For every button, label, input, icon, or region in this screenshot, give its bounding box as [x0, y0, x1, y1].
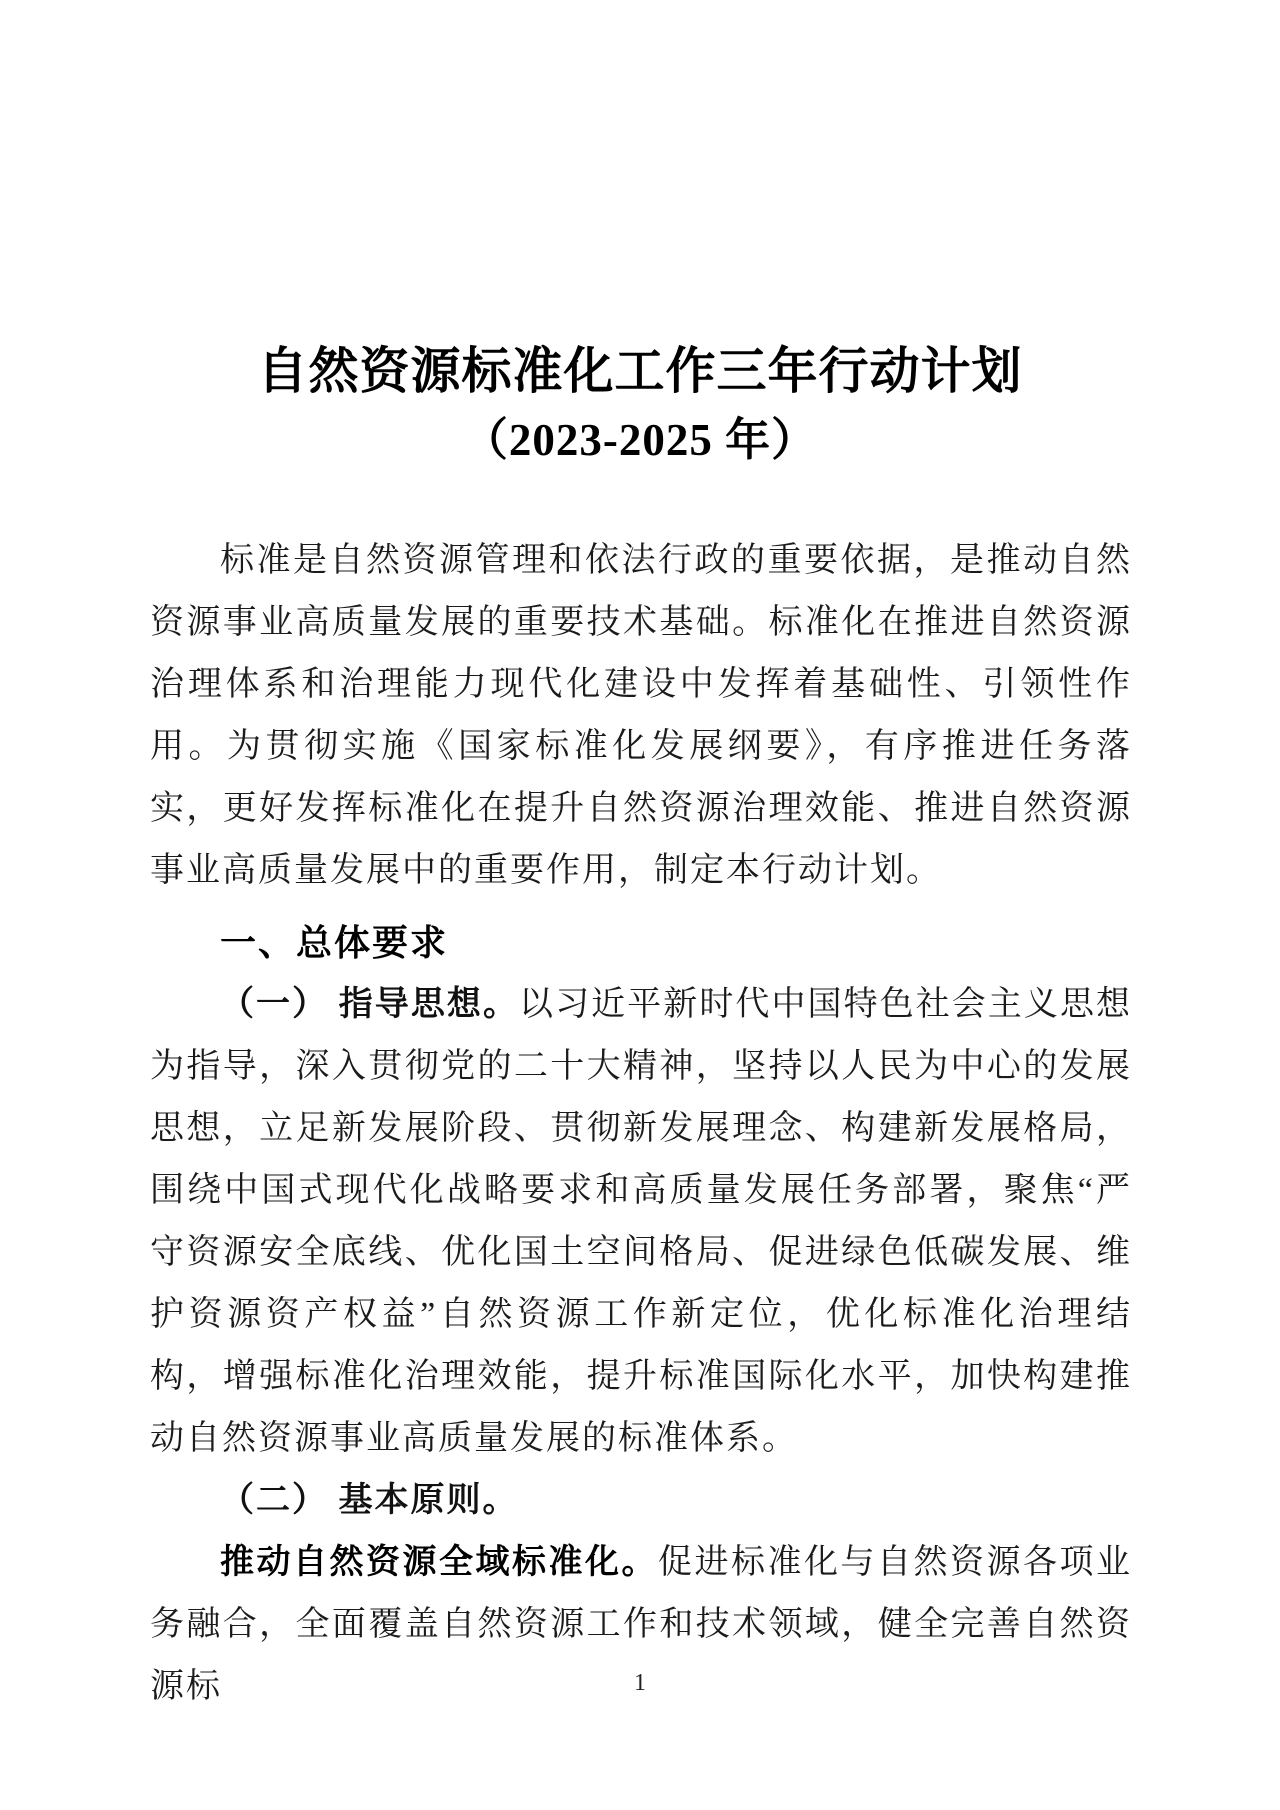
paragraph-guiding-ideology: [150, 974, 1132, 1470]
paragraph-lead-basic-principles: （二） 基本原则。: [220, 1482, 519, 1519]
document-subtitle: （2023-2025 年）: [462, 415, 818, 465]
document-body: [150, 530, 1132, 1718]
paragraph-text-guiding-ideology: 以习近平新时代中国特色社会主义思想为指导，深入贯彻党的二十大精神，坚持以人民为中心的发展思想，立足新发展阶段、贯彻新发展理念、构建新发展格局，围绕中国式现代化战略要求和高质量发展任务部署，聚焦“严守资源安全底线、优化国土空间格局、促进绿色低碳发展、维护资源资产权益”自然资源工作新定位，优化标准化治理结构，增强标准化治理效能，提升标准国际化水平，加快构建推动自然资源事业高质量发展的标准体系。: [150, 986, 1133, 1457]
paragraph-lead-guiding-ideology: （一） 指导思想。: [220, 986, 520, 1023]
paragraph-text-domain-standardization: 促进标准化与自然资源各项业务融合，全面覆盖自然资源工作和技术领域，健全完善自然资源标: [150, 1544, 1132, 1705]
document-title: 自然资源标准化工作三年行动计划: [257, 343, 1023, 399]
paragraph-basic-principles: [150, 1470, 1132, 1532]
page-number: 1: [634, 1670, 646, 1696]
section-heading-overall-requirements: 一、总体要求: [220, 922, 449, 963]
paragraph-intro: 标准是自然资源管理和依法行政的重要依据，是推动自然资源事业高质量发展的重要技术基础。标准化在推进自然资源治理体系和治理能力现代化建设中发挥着基础性、引领性作用。为贯彻实施《国家标准化发展纲要》，有序推进任务落实，更好发挥标准化在提升自然资源治理效能、推进自然资源事业高质量发展中的重要作用，制定本行动计划。: [150, 542, 1132, 889]
paragraph-lead-domain-standardization: 推动自然资源全域标准化。: [220, 1544, 658, 1581]
